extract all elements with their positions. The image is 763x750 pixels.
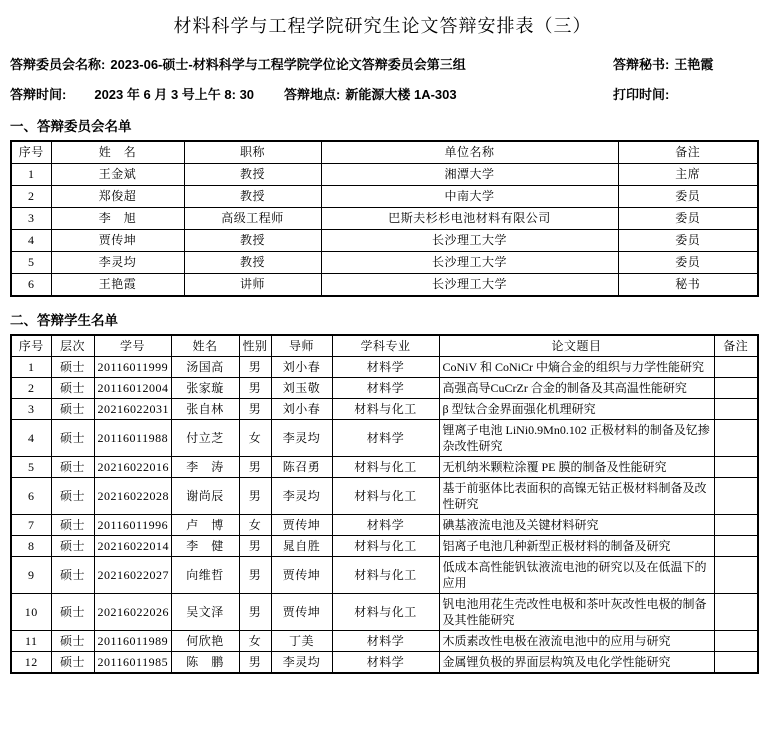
- cell: 材料学: [332, 420, 439, 457]
- cell: 男: [239, 399, 271, 420]
- column-header: 序号: [11, 141, 51, 164]
- cell: 硕士: [51, 557, 94, 594]
- cell: 男: [239, 652, 271, 674]
- table-row: [11, 186, 758, 208]
- cell: 教授: [184, 252, 321, 274]
- cell: 李 涛: [171, 457, 239, 478]
- defense-location-label: 答辩地点:: [284, 87, 341, 102]
- section1-heading: 一、答辩委员会名单: [10, 119, 132, 134]
- cell: 4: [11, 420, 51, 457]
- cell: 王艳霞: [51, 274, 184, 297]
- print-time-label: 打印时间:: [613, 87, 670, 102]
- cell: 12: [11, 652, 51, 674]
- column-header: 序号: [11, 335, 51, 357]
- cell: 硕士: [51, 457, 94, 478]
- cell: 材料学: [332, 631, 439, 652]
- cell: 李 健: [171, 536, 239, 557]
- committee-table: [10, 140, 759, 297]
- cell: 长沙理工大学: [321, 252, 618, 274]
- cell: 男: [239, 357, 271, 378]
- cell: 20216022028: [94, 478, 171, 515]
- table-row: [11, 274, 758, 297]
- cell: 汤国高: [171, 357, 239, 378]
- header-row: [11, 141, 758, 164]
- table-row: [11, 252, 758, 274]
- section2-heading: 二、答辩学生名单: [10, 313, 118, 328]
- table-row: [11, 652, 758, 674]
- print-time-group: [613, 84, 755, 103]
- cell: [714, 478, 758, 515]
- cell: 中南大学: [321, 186, 618, 208]
- cell: 10: [11, 594, 51, 631]
- cell: 硕士: [51, 399, 94, 420]
- cell: 5: [11, 252, 51, 274]
- cell: 3: [11, 208, 51, 230]
- cell: 晁自胜: [271, 536, 332, 557]
- secretary-label: 答辩秘书:: [613, 57, 670, 72]
- cell: [714, 515, 758, 536]
- cell: 教授: [184, 186, 321, 208]
- students-table-head: [11, 335, 758, 357]
- cell: 刘玉敬: [271, 378, 332, 399]
- cell: 男: [239, 594, 271, 631]
- defense-time-value: 2023 年 6 月 3 号上午 8: 30: [94, 87, 255, 102]
- column-header: 导师: [271, 335, 332, 357]
- cell: 硕士: [51, 515, 94, 536]
- cell: 讲师: [184, 274, 321, 297]
- cell: β 型钛合金界面强化机理研究: [439, 399, 714, 420]
- cell: 6: [11, 274, 51, 297]
- cell: 11: [11, 631, 51, 652]
- cell: 材料学: [332, 652, 439, 674]
- table-row: [11, 536, 758, 557]
- cell: [714, 536, 758, 557]
- students-table: [10, 334, 759, 674]
- cell: 李灵均: [271, 478, 332, 515]
- cell: 秘书: [618, 274, 758, 297]
- cell: 主席: [618, 164, 758, 186]
- cell: 材料与化工: [332, 457, 439, 478]
- cell: 陈 鹏: [171, 652, 239, 674]
- cell: 李 旭: [51, 208, 184, 230]
- cell: 高级工程师: [184, 208, 321, 230]
- cell: 教授: [184, 230, 321, 252]
- committee-table-body: [11, 164, 758, 297]
- cell: 5: [11, 457, 51, 478]
- cell: 贾传坤: [271, 515, 332, 536]
- cell: 郑俊超: [51, 186, 184, 208]
- cell: 无机纳米颗粒涂覆 PE 膜的制备及性能研究: [439, 457, 714, 478]
- column-header: 职称: [184, 141, 321, 164]
- cell: 20116012004: [94, 378, 171, 399]
- cell: 材料与化工: [332, 536, 439, 557]
- cell: 1: [11, 164, 51, 186]
- cell: 1: [11, 357, 51, 378]
- cell: 硕士: [51, 652, 94, 674]
- cell: 低成本高性能钒钛液流电池的研究以及在低温下的应用: [439, 557, 714, 594]
- cell: 8: [11, 536, 51, 557]
- defense-time-label: 答辩时间:: [10, 87, 67, 102]
- cell: 男: [239, 478, 271, 515]
- cell: 钒电池用花生壳改性电极和茶叶灰改性电极的制备及其性能研究: [439, 594, 714, 631]
- cell: 基于前驱体比表面积的高镍无钴正极材料制备及改性研究: [439, 478, 714, 515]
- cell: 铝离子电池几种新型正极材料的制备及研究: [439, 536, 714, 557]
- cell: 长沙理工大学: [321, 230, 618, 252]
- cell: 硕士: [51, 536, 94, 557]
- cell: 委员: [618, 208, 758, 230]
- secretary-value: 王艳霞: [674, 57, 714, 72]
- cell: 刘小春: [271, 357, 332, 378]
- cell: 陈召勇: [271, 457, 332, 478]
- cell: 材料与化工: [332, 594, 439, 631]
- cell: 20116011988: [94, 420, 171, 457]
- students-table-body: [11, 357, 758, 674]
- header-row: [11, 335, 758, 357]
- column-header: 学号: [94, 335, 171, 357]
- column-header: 性别: [239, 335, 271, 357]
- column-header: 备注: [618, 141, 758, 164]
- cell: 20116011989: [94, 631, 171, 652]
- column-header: 学科专业: [332, 335, 439, 357]
- cell: 卢 博: [171, 515, 239, 536]
- cell: 20116011996: [94, 515, 171, 536]
- cell: 刘小春: [271, 399, 332, 420]
- cell: 材料与化工: [332, 478, 439, 515]
- cell: [714, 457, 758, 478]
- cell: 20216022014: [94, 536, 171, 557]
- cell: [714, 557, 758, 594]
- cell: 男: [239, 557, 271, 594]
- cell: 硕士: [51, 631, 94, 652]
- cell: [714, 594, 758, 631]
- cell: 贾传坤: [271, 557, 332, 594]
- cell: 硕士: [51, 420, 94, 457]
- table-row: [11, 557, 758, 594]
- cell: 7: [11, 515, 51, 536]
- cell: [714, 357, 758, 378]
- table-row: [11, 594, 758, 631]
- table-row: [11, 164, 758, 186]
- column-header: 单位名称: [321, 141, 618, 164]
- cell: 20116011985: [94, 652, 171, 674]
- cell: 6: [11, 478, 51, 515]
- cell: 吴文泽: [171, 594, 239, 631]
- cell: 委员: [618, 186, 758, 208]
- column-header: 层次: [51, 335, 94, 357]
- cell: 教授: [184, 164, 321, 186]
- cell: 丁美: [271, 631, 332, 652]
- cell: 材料学: [332, 378, 439, 399]
- column-header: 论文题目: [439, 335, 714, 357]
- cell: 女: [239, 515, 271, 536]
- cell: 20216022027: [94, 557, 171, 594]
- meta-row-committee: [10, 54, 755, 73]
- cell: 张自林: [171, 399, 239, 420]
- table-row: [11, 420, 758, 457]
- cell: CoNiV 和 CoNiCr 中熵合金的组织与力学性能研究: [439, 357, 714, 378]
- cell: [714, 378, 758, 399]
- cell: 金属锂负极的界面层构筑及电化学性能研究: [439, 652, 714, 674]
- cell: 4: [11, 230, 51, 252]
- cell: 李灵均: [271, 652, 332, 674]
- committee-table-head: [11, 141, 758, 164]
- committee-name-value: 2023-06-硕士-材料科学与工程学院学位论文答辩委员会第三组: [110, 57, 466, 72]
- cell: [714, 631, 758, 652]
- cell: 硕士: [51, 378, 94, 399]
- cell: 20216022026: [94, 594, 171, 631]
- meta-row-time-location: [10, 84, 755, 103]
- cell: 硕士: [51, 357, 94, 378]
- committee-name-group: [10, 54, 466, 73]
- cell: 贾传坤: [271, 594, 332, 631]
- table-row: [11, 457, 758, 478]
- cell: [714, 652, 758, 674]
- table-row: [11, 515, 758, 536]
- cell: 男: [239, 378, 271, 399]
- cell: 锂离子电池 LiNi0.9Mn0.102 正极材料的制备及钇掺杂改性研究: [439, 420, 714, 457]
- cell: 李灵均: [271, 420, 332, 457]
- cell: 3: [11, 399, 51, 420]
- table-row: [11, 399, 758, 420]
- cell: 木质素改性电极在液流电池中的应用与研究: [439, 631, 714, 652]
- cell: 材料学: [332, 515, 439, 536]
- cell: 20216022031: [94, 399, 171, 420]
- cell: 高强高导CuCrZr 合金的制备及其高温性能研究: [439, 378, 714, 399]
- cell: 碘基液流电池及关键材料研究: [439, 515, 714, 536]
- cell: 谢尚辰: [171, 478, 239, 515]
- cell: [714, 420, 758, 457]
- page-title: 材料科学与工程学院研究生论文答辩安排表（三）: [173, 16, 592, 36]
- cell: 20116011999: [94, 357, 171, 378]
- table-row: [11, 478, 758, 515]
- table-row: [11, 378, 758, 399]
- column-header: 备注: [714, 335, 758, 357]
- cell: 女: [239, 631, 271, 652]
- table-row: [11, 357, 758, 378]
- cell: 2: [11, 378, 51, 399]
- cell: 9: [11, 557, 51, 594]
- cell: 贾传坤: [51, 230, 184, 252]
- column-header: 姓 名: [51, 141, 184, 164]
- cell: 张家璇: [171, 378, 239, 399]
- cell: 委员: [618, 252, 758, 274]
- cell: 男: [239, 457, 271, 478]
- cell: 材料与化工: [332, 399, 439, 420]
- cell: 王金斌: [51, 164, 184, 186]
- cell: 2: [11, 186, 51, 208]
- cell: 向维哲: [171, 557, 239, 594]
- secretary-group: [613, 54, 755, 73]
- cell: 男: [239, 536, 271, 557]
- column-header: 姓名: [171, 335, 239, 357]
- cell: 材料与化工: [332, 557, 439, 594]
- cell: [714, 399, 758, 420]
- table-row: [11, 208, 758, 230]
- defense-location-value: 新能源大楼 1A-303: [345, 87, 457, 102]
- cell: 女: [239, 420, 271, 457]
- cell: 硕士: [51, 594, 94, 631]
- cell: 何欣艳: [171, 631, 239, 652]
- committee-name-label: 答辩委员会名称:: [10, 57, 106, 72]
- cell: 材料学: [332, 357, 439, 378]
- cell: 委员: [618, 230, 758, 252]
- cell: 李灵均: [51, 252, 184, 274]
- cell: 硕士: [51, 478, 94, 515]
- cell: 长沙理工大学: [321, 274, 618, 297]
- table-row: [11, 230, 758, 252]
- cell: 巴斯夫杉杉电池材料有限公司: [321, 208, 618, 230]
- table-row: [11, 631, 758, 652]
- cell: 20216022016: [94, 457, 171, 478]
- cell: 湘潭大学: [321, 164, 618, 186]
- cell: 付立芝: [171, 420, 239, 457]
- time-location-group: [10, 84, 457, 103]
